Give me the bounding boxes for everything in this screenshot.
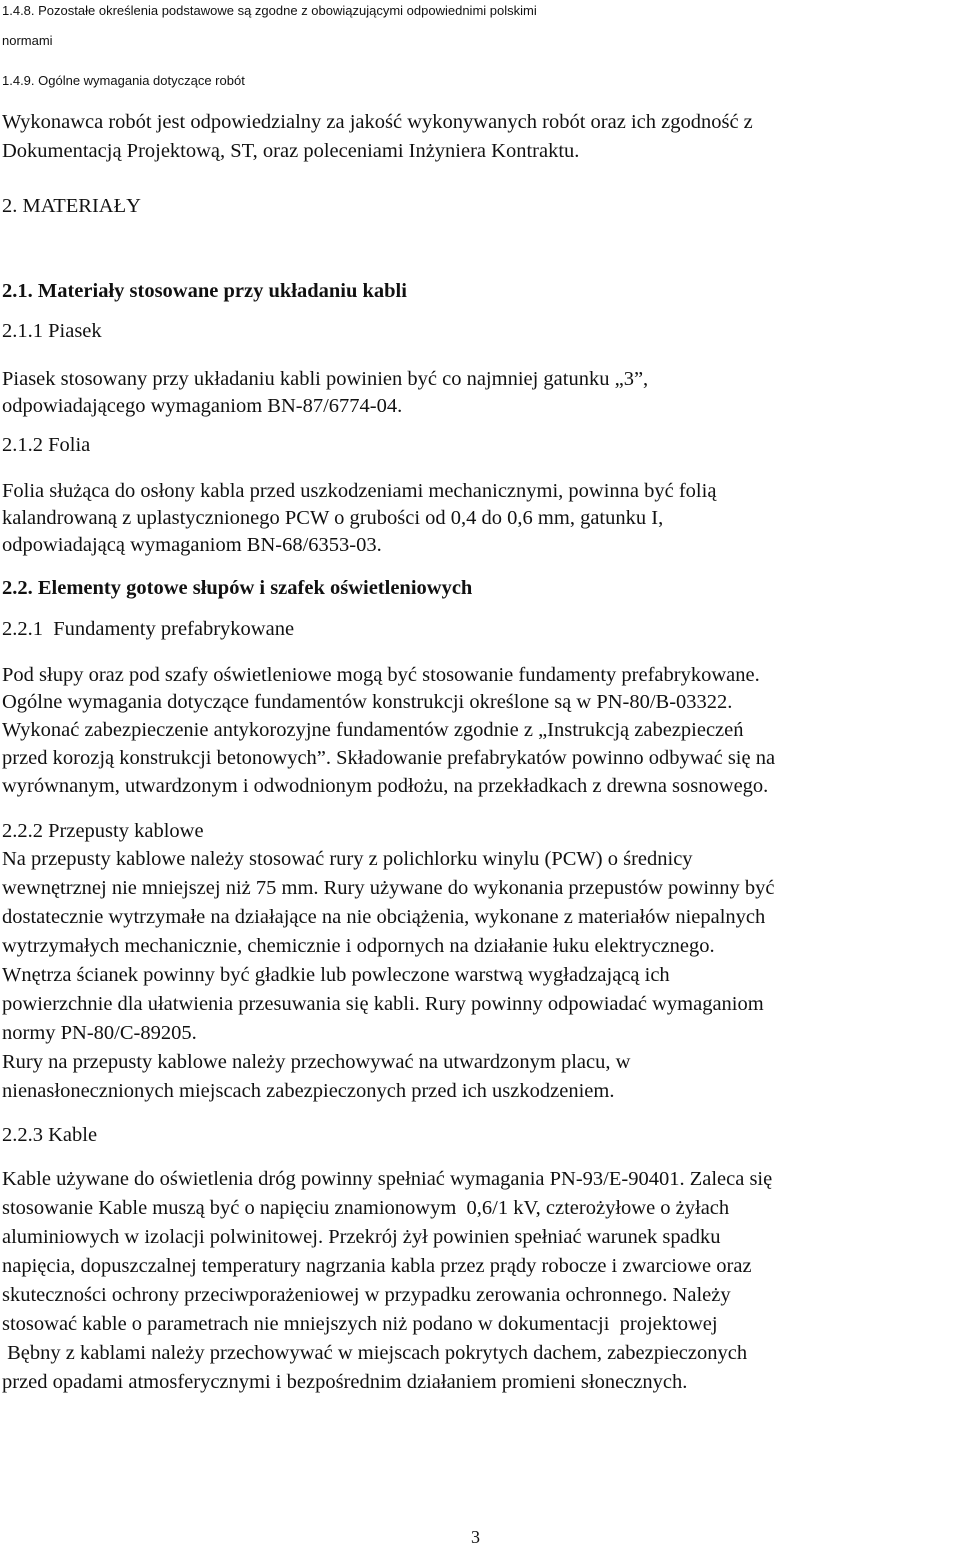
section-2-1-2-line-3: odpowiadającą wymaganiom BN-68/6353-03.	[2, 534, 382, 556]
section-2-2-3-line-7: Bębny z kablami należy przechowywać w miejscach pokrytych dachem, zabezpieczonych	[2, 1342, 748, 1364]
section-2-1-heading: 2.1. Materiały stosowane przy układaniu kabli	[2, 280, 407, 302]
section-2-2-2-line-9: nienasłonecznionych miejscach zabezpieczonych przed ich uszkodzeniem.	[2, 1080, 615, 1102]
section-2-2-3-title: 2.2.3 Kable	[2, 1124, 98, 1146]
section-1-4-9-heading: 1.4.9. Ogólne wymagania dotyczące robót	[2, 73, 245, 88]
section-2-1-1-line-2: odpowiadającego wymaganiom BN-87/6774-04.	[2, 395, 403, 417]
section-2-heading: 2. MATERIAŁY	[2, 195, 141, 217]
section-1-4-8-line-1: 1.4.8. Pozostałe określenia podstawowe są zgodne z obowiązującymi odpowiednimi polskimi	[2, 3, 537, 18]
section-2-2-1-line-4: przed korozją konstrukcji betonowych”. Składowanie prefabrykatów powinno odbywać się na	[2, 747, 776, 769]
section-2-2-2-line-7: normy PN-80/C-89205.	[2, 1022, 197, 1044]
section-2-2-2-title: 2.2.2 Przepusty kablowe	[2, 820, 204, 842]
section-2-1-2-line-1: Folia służąca do osłony kabla przed uszkodzeniami mechanicznymi, powinna być folią	[2, 480, 717, 502]
section-2-2-1-line-1: Pod słupy oraz pod szafy oświetleniowe mogą być stosowanie fundamenty prefabrykowane.	[2, 664, 760, 686]
section-2-2-1-line-5: wyrównanym, utwardzonym i odwodnionym podłożu, na przekładkach z drewna sosnowego.	[2, 775, 769, 797]
section-2-1-1-line-1: Piasek stosowany przy układaniu kabli powinien być co najmniej gatunku „3”,	[2, 368, 649, 390]
section-2-2-2-line-6: powierzchnie dla ułatwienia przesuwania się kabli. Rury powinny odpowiadać wymaganiom	[2, 993, 764, 1015]
section-2-2-3-line-3: aluminiowych w izolacji polwinitowej. Przekrój żył powinien spełniać warunek spadku	[2, 1226, 721, 1248]
section-2-2-3-line-4: napięcia, dopuszczalnej temperatury nagrzania kabla przez prądy robocze i zwarciowe oraz	[2, 1255, 752, 1277]
section-2-2-2-line-4: wytrzymałych mechanicznie, chemicznie i odpornych na działanie łuku elektrycznego.	[2, 935, 715, 957]
section-1-4-8-line-2: normami	[2, 33, 53, 48]
section-2-2-3-line-5: skuteczności ochrony przeciwporażeniowej w przypadku zerowania ochronnego. Należy	[2, 1284, 731, 1306]
section-2-1-2-title: 2.1.2 Folia	[2, 434, 91, 456]
section-2-1-1-title: 2.1.1 Piasek	[2, 320, 102, 342]
section-2-2-2-line-2: wewnętrznej nie mniejszej niż 75 mm. Rury używane do wykonania przepustów powinny być	[2, 877, 775, 899]
section-2-2-2-line-5: Wnętrza ścianek powinny być gładkie lub powleczone warstwą wygładzającą ich	[2, 964, 670, 986]
section-2-2-3-line-2: stosowanie Kable muszą być o napięciu znamionowym 0,6/1 kV, czterożyłowe o żyłach	[2, 1197, 730, 1219]
section-2-2-1-line-2: Ogólne wymagania dotyczące fundamentów konstrukcji określone są w PN-80/B-03322.	[2, 691, 733, 713]
section-2-2-1-title: 2.2.1 Fundamenty prefabrykowane	[2, 618, 295, 640]
section-1-4-9-para-line-1: Wykonawca robót jest odpowiedzialny za jakość wykonywanych robót oraz ich zgodność z	[2, 111, 753, 133]
section-2-2-3-line-1: Kable używane do oświetlenia dróg powinny spełniać wymagania PN-93/E-90401. Zaleca się	[2, 1168, 773, 1190]
page-number: 3	[471, 1527, 480, 1547]
section-1-4-9-para-line-2: Dokumentacją Projektową, ST, oraz poleceniami Inżyniera Kontraktu.	[2, 140, 580, 162]
section-2-2-3-line-6: stosować kable o parametrach nie mniejszych niż podano w dokumentacji projektowej	[2, 1313, 718, 1335]
section-2-1-2-line-2: kalandrowaną z uplastycznionego PCW o grubości od 0,4 do 0,6 mm, gatunku I,	[2, 507, 664, 529]
section-2-2-2-line-1: Na przepusty kablowe należy stosować rury z polichlorku winylu (PCW) o średnicy	[2, 848, 693, 870]
section-2-2-2-line-3: dostatecznie wytrzymałe na działające na nie obciążenia, wykonane z materiałów niepalnych	[2, 906, 766, 928]
section-2-2-1-line-3: Wykonać zabezpieczenie antykorozyjne fundamentów zgodnie z „Instrukcją zabezpieczeń	[2, 719, 744, 741]
section-2-2-heading: 2.2. Elementy gotowe słupów i szafek oświetleniowych	[2, 577, 473, 599]
section-2-2-3-line-8: przed opadami atmosferycznymi i bezpośrednim działaniem promieni słonecznych.	[2, 1371, 688, 1393]
section-2-2-2-line-8: Rury na przepusty kablowe należy przechowywać na utwardzonym placu, w	[2, 1051, 631, 1073]
